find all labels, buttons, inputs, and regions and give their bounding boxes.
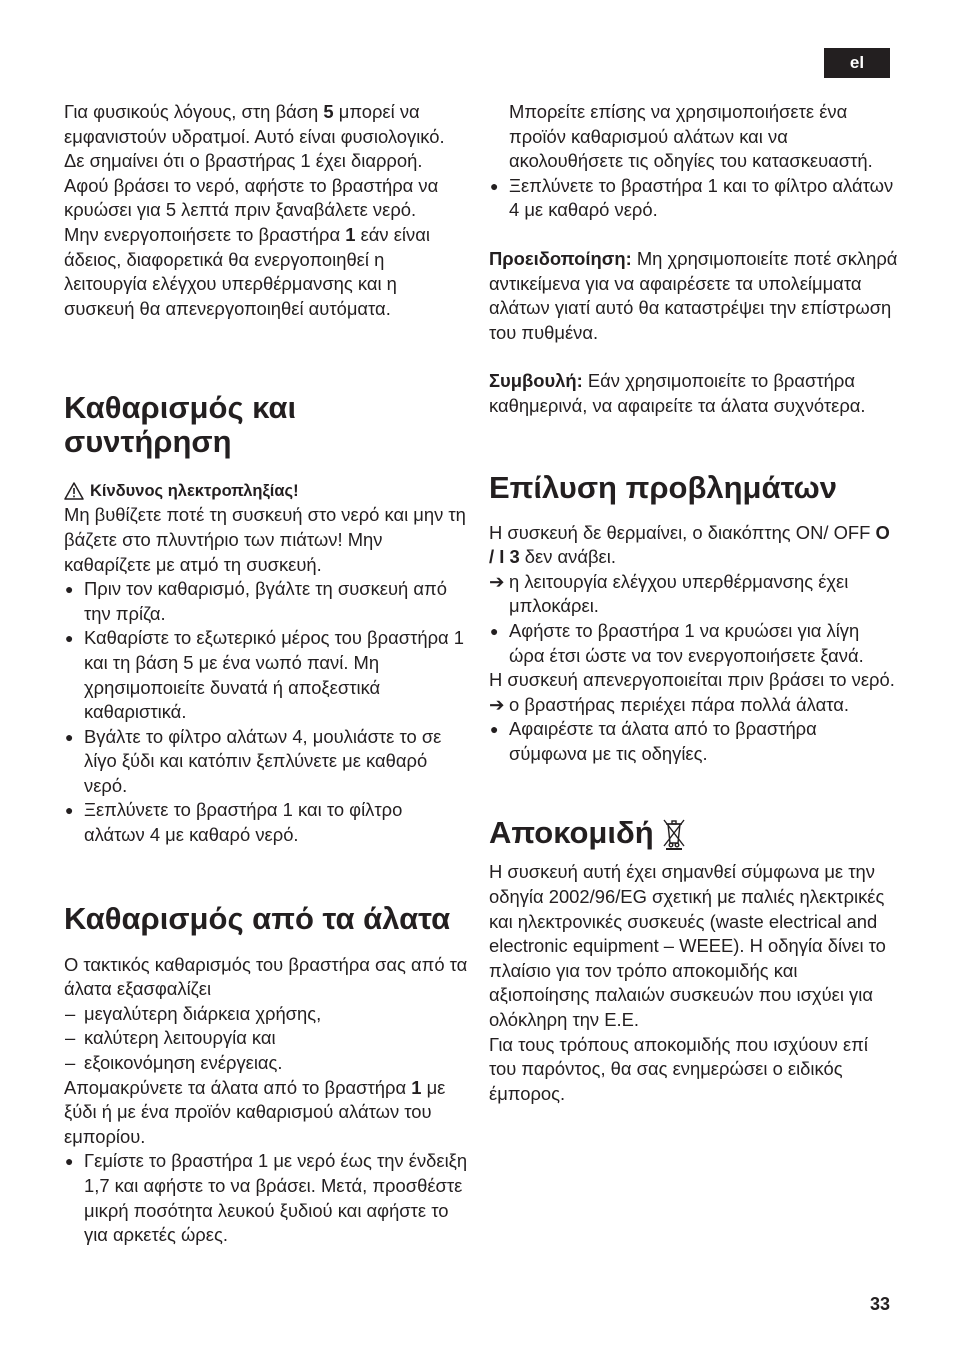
- warning-triangle-icon: [64, 482, 84, 500]
- descaling-rinse-bullet: ● Ξεπλύνετε το βραστήρα 1 και το φίλτρο αλάτων 4 με καθαρό νερό.: [489, 174, 899, 223]
- disposal-paragraph-1: Η συσκευή αυτή έχει σημανθεί σύμφωνα με την οδηγία 2002/96/EG σχετική με παλιές ηλεκτρικές και ηλεκτρονικές συσκευές (waste electrical and electronic equipment – WEEE). Η οδηγία δίνει το πλαίσιο για τον τρόπο αποκομιδής και αξιοποίησης παλαιών συσκευών που ισχύει για ολόκληρη την Ε.Ε.: [489, 861, 886, 1031]
- disposal-paragraph-2: Για τους τρόπους αποκομιδής που ισχύουν επί του παρόντος, θα σας ενημερώσει ο ειδικός έμπορος.: [489, 1033, 868, 1104]
- intro-paragraph-1: Για φυσικούς λόγους, στη βάση 5 μπορεί να εμφανιστούν υδρατμοί. Αυτό είναι φυσιολογικό. Δε σημαίνει ότι ο βραστήρας 1 έχει διαρροή.: [64, 101, 445, 172]
- trouble-cause-1: ➔ η λειτουργία ελέγχου υπερθέρμανσης έχει μπλοκάρει.: [489, 570, 849, 617]
- page-number: 33: [869, 1294, 890, 1314]
- troubleshooting-heading: Επίλυση προβλημάτων: [489, 469, 837, 505]
- trouble-symptom-2: Η συσκευή απενεργοποιείται πριν βράσει το νερό.: [489, 669, 895, 691]
- intro-paragraph-3: Μην ενεργοποιήσετε το βραστήρα 1 εάν είναι άδειος, διαφορετικά θα ενεργοποιηθεί η λειτουργία ελέγχου υπερθέρμανσης και η συσκευή θα απενεργοποιηθεί αυτόματα.: [64, 223, 430, 319]
- electric-shock-warning-text: Μη βυθίζετε ποτέ τη συσκευή στο νερό και μην τη βάζετε στο πλυντήριο των πιάτων! Μην καθαρίζετε με ατμό τη συσκευή.: [64, 504, 466, 575]
- trouble-remedy-2: ● Αφαιρέστε τα άλατα από το βραστήρα σύμφωνα με τις οδηγίες.: [489, 717, 899, 766]
- descaling-remove-text: Απομακρύνετε τα άλατα από το βραστήρα 1 με ξύδι ή με ένα προϊόν καθαρισμού αλάτων του εμπορίου.: [64, 1076, 446, 1147]
- arrow-right-icon: ➔: [489, 693, 505, 715]
- trouble-cause-2: ➔ ο βραστήρας περιέχει πάρα πολλά άλατα.: [489, 693, 899, 718]
- descaling-continued-text: Μπορείτε επίσης να χρησιμοποιήσετε ένα προϊόν καθαρισμού αλάτων και να ακολουθήσετε τις οδηγίες του κατασκευαστή.: [509, 101, 873, 172]
- descaling-heading: Καθαρισμός από τα άλατα: [64, 900, 451, 936]
- descaling-dash-1: – μεγαλύτερη διάρκεια χρήσης,: [64, 1002, 468, 1027]
- cleaning-bullet-3: ● Βγάλτε το φίλτρο αλάτων 4, μουλιάστε το σε λίγο ξύδι και κατόπιν ξεπλύνετε με καθαρό νερό.: [64, 725, 468, 799]
- arrow-right-icon: ➔: [489, 570, 505, 592]
- left-column: [64, 100, 468, 1248]
- crossed-out-wheelie-bin-icon: [662, 816, 686, 850]
- descaling-intro: Ο τακτικός καθαρισμός του βραστήρα σας από τα άλατα εξασφαλίζει: [64, 953, 468, 1000]
- descaling-dash-3: – εξοικονόμηση ενέργειας.: [64, 1051, 468, 1076]
- cleaning-bullet-1: ● Πριν τον καθαρισμό, βγάλτε τη συσκευή από την πρίζα.: [64, 577, 468, 626]
- descaling-bullet: ● Γεμίστε το βραστήρα 1 με νερό έως την ένδειξη 1,7 και αφήστε το να βράσει. Μετά, προσθέστε μικρή ποσότητα λευκού ξυδιού και αφήστε το για αρκετές ώρες.: [64, 1149, 468, 1247]
- trouble-remedy-1: ● Αφήστε το βραστήρα 1 να κρυώσει για λίγη ώρα έτσι ώστε να τον ενεργοποιήσετε ξανά.: [489, 619, 899, 668]
- trouble-symptom-1: Η συσκευή δε θερμαίνει, ο διακόπτης ON/ OFF O / I 3 δεν ανάβει.: [489, 521, 890, 568]
- cleaning-heading: Καθαρισμός και συντήρηση: [64, 390, 297, 460]
- intro-paragraph-2: Αφού βράσει το νερό, αφήστε το βραστήρα να κρυώσει για 5 λεπτά πριν ξαναβάλετε νερό.: [64, 174, 439, 221]
- language-badge: el: [824, 48, 890, 78]
- disposal-heading: Αποκομιδή: [489, 816, 899, 850]
- descaling-dash-2: – καλύτερη λειτουργία και: [64, 1026, 468, 1051]
- warning-paragraph: Προειδοποίηση: Μη χρησιμοποιείτε ποτέ σκληρά αντικείμενα για να αφαιρέσετε τα υπολείμματα αλάτων γιατί αυτό θα καταστρέψει την επίστρωση του πυθμένα.: [489, 247, 898, 343]
- tip-paragraph: Συμβουλή: Εάν χρησιμοποιείτε το βραστήρα καθημερινά, να αφαιρείτε τα άλατα συχνότερα.: [489, 370, 866, 416]
- cleaning-bullet-2: ● Καθαρίστε το εξωτερικό μέρος του βραστήρα 1 και τη βάση 5 με ένα νωπό πανί. Μη χρησιμοποιείτε δυνατά ή αποξεστικά καθαριστικά.: [64, 626, 468, 724]
- electric-shock-warning-title: Κίνδυνος ηλεκτροπληξίας!: [64, 479, 468, 503]
- cleaning-bullet-4: ● Ξεπλύνετε το βραστήρα 1 και το φίλτρο αλάτων 4 με καθαρό νερό.: [64, 798, 468, 847]
- right-column: [489, 100, 899, 1106]
